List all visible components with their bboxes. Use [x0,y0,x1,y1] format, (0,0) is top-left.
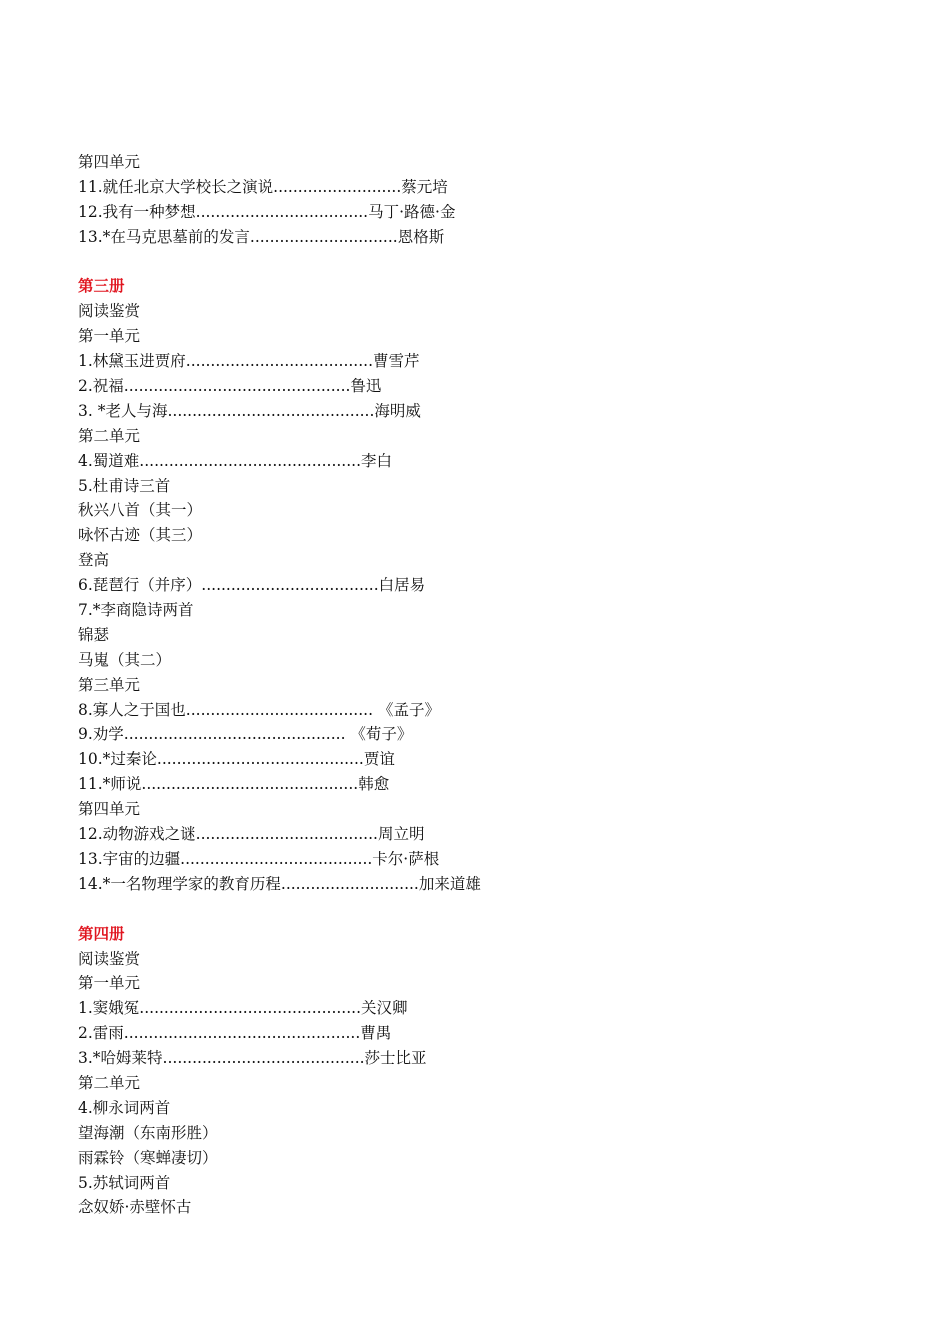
toc-line: 14.*一名物理学家的教育历程............................加来道雄 [78,874,481,893]
volume-heading: 第三册 [78,276,125,296]
toc-line: 第一单元 [78,327,141,346]
toc-line: 10.*过秦论..........................................贾谊 [78,750,395,769]
toc-line: 2.雷雨................................................曹禺 [78,1024,392,1043]
toc-line: 5.杜甫诗三首 [78,476,171,495]
toc-line: 12.动物游戏之谜.....................................周立明 [78,825,425,844]
toc-line: 4.蜀道难.............................................李白 [78,451,393,470]
toc-line: 念奴娇·赤壁怀古 [78,1198,192,1217]
toc-line: 3.*哈姆莱特.........................................莎士比亚 [78,1049,427,1068]
toc-line: 秋兴八首（其一） [78,501,203,520]
toc-line: 5.苏轼词两首 [78,1173,171,1192]
toc-line: 锦瑟 [78,625,110,644]
toc-line: 第三单元 [78,675,141,694]
toc-line: 第四单元 [78,153,141,171]
toc-line: 咏怀古迹（其三） [78,526,203,545]
toc-line: 2.祝福..............................................鲁迅 [78,377,382,396]
toc-line: 雨霖铃（寒蝉凄切） [78,1148,218,1167]
blank-line [78,897,838,922]
toc-line: 第二单元 [78,426,141,445]
toc-line: 望海潮（东南形胜） [78,1123,218,1142]
toc-line: 3. *老人与海..........................................海明威 [78,401,421,420]
toc-line: 13.*在马克思墓前的发言..............................恩格斯 [78,227,445,246]
toc-line: 1.林黛玉进贾府......................................曹雪芹 [78,352,420,371]
toc-line: 阅读鉴赏 [78,302,141,321]
document-page [78,150,838,1220]
toc-line: 登高 [78,551,110,570]
toc-line: 马嵬（其二） [78,650,172,669]
toc-line: 第一单元 [78,974,141,993]
toc-line: 第二单元 [78,1073,141,1092]
blank-line [78,250,838,275]
toc-line: 4.柳永词两首 [78,1098,171,1117]
toc-line: 11.就任北京大学校长之演说..........................蔡元培 [78,177,448,196]
toc-line: 9.劝学............................................. 《荀子》 [78,725,413,744]
toc-line: 1.窦娥冤.............................................关汉卿 [78,999,408,1018]
toc-line: 11.*师说............................................韩愈 [78,775,390,794]
toc-line: 7.*李商隐诗两首 [78,601,194,620]
toc-line: 12.我有一种梦想...................................马丁·路德·金 [78,202,456,221]
toc-line: 第四单元 [78,800,141,819]
toc-line: 6.琵琶行（并序）....................................白居易 [78,576,426,595]
toc-line: 阅读鉴赏 [78,949,141,968]
toc-line: 13.宇宙的边疆.......................................卡尔·萨根 [78,849,440,868]
toc-line: 8.寡人之于国也...................................... 《孟子》 [78,700,440,719]
volume-heading: 第四册 [78,923,125,943]
